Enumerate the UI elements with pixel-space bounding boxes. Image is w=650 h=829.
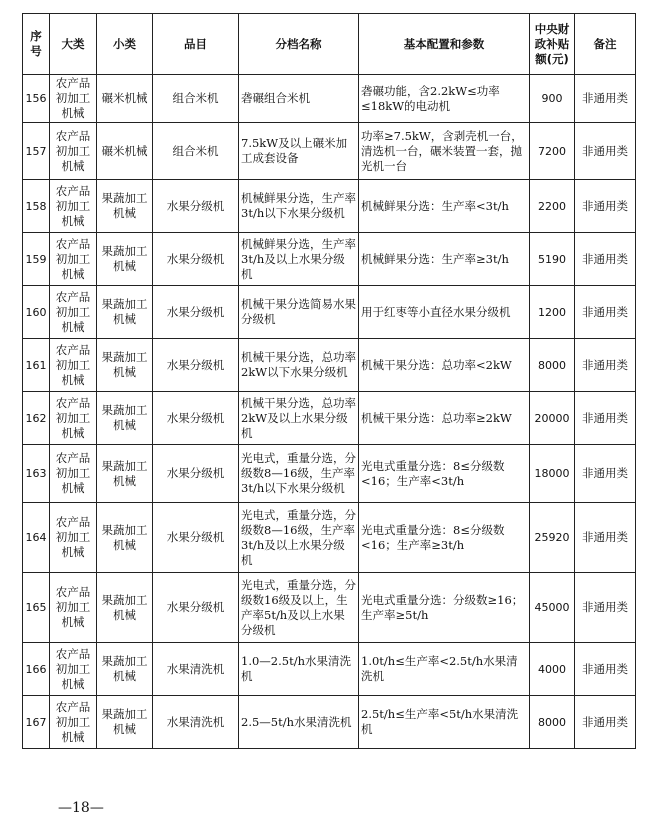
cell-category: 农产品初加工机械 <box>50 180 97 233</box>
cell-grade-name: 2.5—5t/h水果清洗机 <box>239 696 359 749</box>
cell-subsidy: 2200 <box>530 180 575 233</box>
cell-subcategory: 果蔬加工机械 <box>97 643 153 696</box>
cell-note: 非通用类 <box>575 233 636 286</box>
cell-subsidy: 1200 <box>530 286 575 339</box>
cell-grade-name: 机械干果分选简易水果分级机 <box>239 286 359 339</box>
cell-item: 组合米机 <box>153 123 239 180</box>
table-row <box>23 696 636 749</box>
cell-item: 水果清洗机 <box>153 643 239 696</box>
cell-config: 功率≥7.5kW，含剥壳机一台，清选机一台，碾米装置一套，抛光机一台 <box>359 123 530 180</box>
table-row <box>23 123 636 180</box>
cell-seq: 165 <box>23 573 50 643</box>
cell-category: 农产品初加工机械 <box>50 392 97 445</box>
cell-config: 机械干果分选：总功率≥2kW <box>359 392 530 445</box>
cell-subcategory: 果蔬加工机械 <box>97 392 153 445</box>
table-row <box>23 180 636 233</box>
cell-config: 机械鲜果分选：生产率<3t/h <box>359 180 530 233</box>
col-header-subsidy: 中央财政补贴额(元) <box>530 14 575 75</box>
cell-category: 农产品初加工机械 <box>50 643 97 696</box>
cell-seq: 164 <box>23 503 50 573</box>
cell-grade-name: 光电式，重量分选，分级数8—16级，生产率3t/h以下水果分级机 <box>239 445 359 503</box>
cell-subcategory: 碾米机械 <box>97 123 153 180</box>
cell-item: 水果清洗机 <box>153 696 239 749</box>
cell-subsidy: 18000 <box>530 445 575 503</box>
cell-note: 非通用类 <box>575 123 636 180</box>
cell-subcategory: 果蔬加工机械 <box>97 573 153 643</box>
cell-category: 农产品初加工机械 <box>50 696 97 749</box>
cell-note: 非通用类 <box>575 75 636 123</box>
cell-note: 非通用类 <box>575 503 636 573</box>
cell-subcategory: 果蔬加工机械 <box>97 233 153 286</box>
cell-grade-name: 光电式，重量分选，分级数8—16级，生产率3t/h及以上水果分级机 <box>239 503 359 573</box>
table-row <box>23 503 636 573</box>
cell-subsidy: 7200 <box>530 123 575 180</box>
table-body <box>23 75 636 749</box>
col-header-item: 品目 <box>153 14 239 75</box>
cell-item: 水果分级机 <box>153 339 239 392</box>
col-header-subcategory: 小类 <box>97 14 153 75</box>
cell-grade-name: 机械鲜果分选，生产率3t/h及以上水果分级机 <box>239 233 359 286</box>
cell-item: 组合米机 <box>153 75 239 123</box>
cell-subcategory: 果蔬加工机械 <box>97 180 153 233</box>
cell-seq: 158 <box>23 180 50 233</box>
cell-grade-name: 光电式，重量分选，分级数16级及以上，生产率5t/h及以上水果分级机 <box>239 573 359 643</box>
col-header-note: 备注 <box>575 14 636 75</box>
cell-item: 水果分级机 <box>153 503 239 573</box>
cell-category: 农产品初加工机械 <box>50 573 97 643</box>
cell-subcategory: 碾米机械 <box>97 75 153 123</box>
cell-grade-name: 7.5kW及以上碾米加工成套设备 <box>239 123 359 180</box>
table-row <box>23 286 636 339</box>
cell-subcategory: 果蔬加工机械 <box>97 445 153 503</box>
cell-config: 2.5t/h≤生产率<5t/h水果清洗机 <box>359 696 530 749</box>
table-row <box>23 339 636 392</box>
cell-item: 水果分级机 <box>153 445 239 503</box>
subsidy-table <box>22 13 636 749</box>
table-row <box>23 233 636 286</box>
cell-subcategory: 果蔬加工机械 <box>97 696 153 749</box>
cell-grade-name: 机械干果分选，总功率2kW以下水果分级机 <box>239 339 359 392</box>
cell-config: 1.0t/h≤生产率<2.5t/h水果清洗机 <box>359 643 530 696</box>
cell-note: 非通用类 <box>575 180 636 233</box>
cell-note: 非通用类 <box>575 643 636 696</box>
cell-item: 水果分级机 <box>153 573 239 643</box>
cell-note: 非通用类 <box>575 445 636 503</box>
table-row <box>23 75 636 123</box>
cell-config: 光电式重量分选：分级数≥16；生产率≥5t/h <box>359 573 530 643</box>
cell-category: 农产品初加工机械 <box>50 339 97 392</box>
cell-item: 水果分级机 <box>153 392 239 445</box>
cell-seq: 166 <box>23 643 50 696</box>
col-header-category: 大类 <box>50 14 97 75</box>
cell-config: 机械鲜果分选：生产率≥3t/h <box>359 233 530 286</box>
cell-category: 农产品初加工机械 <box>50 503 97 573</box>
cell-subcategory: 果蔬加工机械 <box>97 286 153 339</box>
cell-config: 机械干果分选：总功率<2kW <box>359 339 530 392</box>
cell-category: 农产品初加工机械 <box>50 445 97 503</box>
header-row <box>23 14 636 75</box>
table-row <box>23 643 636 696</box>
cell-seq: 162 <box>23 392 50 445</box>
table-row <box>23 445 636 503</box>
cell-item: 水果分级机 <box>153 233 239 286</box>
table-row <box>23 392 636 445</box>
cell-config: 用于红枣等小直径水果分级机 <box>359 286 530 339</box>
col-header-config: 基本配置和参数 <box>359 14 530 75</box>
col-header-seq: 序号 <box>23 14 50 75</box>
cell-subsidy: 900 <box>530 75 575 123</box>
cell-category: 农产品初加工机械 <box>50 75 97 123</box>
cell-note: 非通用类 <box>575 573 636 643</box>
cell-config: 光电式重量分选：8≤分级数<16；生产率≥3t/h <box>359 503 530 573</box>
cell-subcategory: 果蔬加工机械 <box>97 339 153 392</box>
cell-category: 农产品初加工机械 <box>50 233 97 286</box>
table-row <box>23 573 636 643</box>
cell-config: 砻碾功能，含2.2kW≤功率≤18kW的电动机 <box>359 75 530 123</box>
cell-seq: 156 <box>23 75 50 123</box>
cell-subsidy: 8000 <box>530 339 575 392</box>
cell-note: 非通用类 <box>575 696 636 749</box>
cell-grade-name: 砻碾组合米机 <box>239 75 359 123</box>
cell-seq: 167 <box>23 696 50 749</box>
cell-note: 非通用类 <box>575 339 636 392</box>
cell-item: 水果分级机 <box>153 180 239 233</box>
cell-seq: 161 <box>23 339 50 392</box>
col-header-grade-name: 分档名称 <box>239 14 359 75</box>
cell-config: 光电式重量分选：8≤分级数<16；生产率<3t/h <box>359 445 530 503</box>
cell-item: 水果分级机 <box>153 286 239 339</box>
page-number: —18— <box>58 800 104 816</box>
cell-grade-name: 1.0—2.5t/h水果清洗机 <box>239 643 359 696</box>
cell-category: 农产品初加工机械 <box>50 286 97 339</box>
cell-seq: 159 <box>23 233 50 286</box>
cell-category: 农产品初加工机械 <box>50 123 97 180</box>
cell-note: 非通用类 <box>575 392 636 445</box>
cell-seq: 160 <box>23 286 50 339</box>
cell-grade-name: 机械鲜果分选，生产率3t/h以下水果分级机 <box>239 180 359 233</box>
cell-subsidy: 20000 <box>530 392 575 445</box>
cell-subsidy: 8000 <box>530 696 575 749</box>
cell-grade-name: 机械干果分选，总功率2kW及以上水果分级机 <box>239 392 359 445</box>
cell-subsidy: 25920 <box>530 503 575 573</box>
cell-subcategory: 果蔬加工机械 <box>97 503 153 573</box>
cell-seq: 157 <box>23 123 50 180</box>
cell-subsidy: 45000 <box>530 573 575 643</box>
cell-seq: 163 <box>23 445 50 503</box>
cell-subsidy: 5190 <box>530 233 575 286</box>
cell-note: 非通用类 <box>575 286 636 339</box>
cell-subsidy: 4000 <box>530 643 575 696</box>
